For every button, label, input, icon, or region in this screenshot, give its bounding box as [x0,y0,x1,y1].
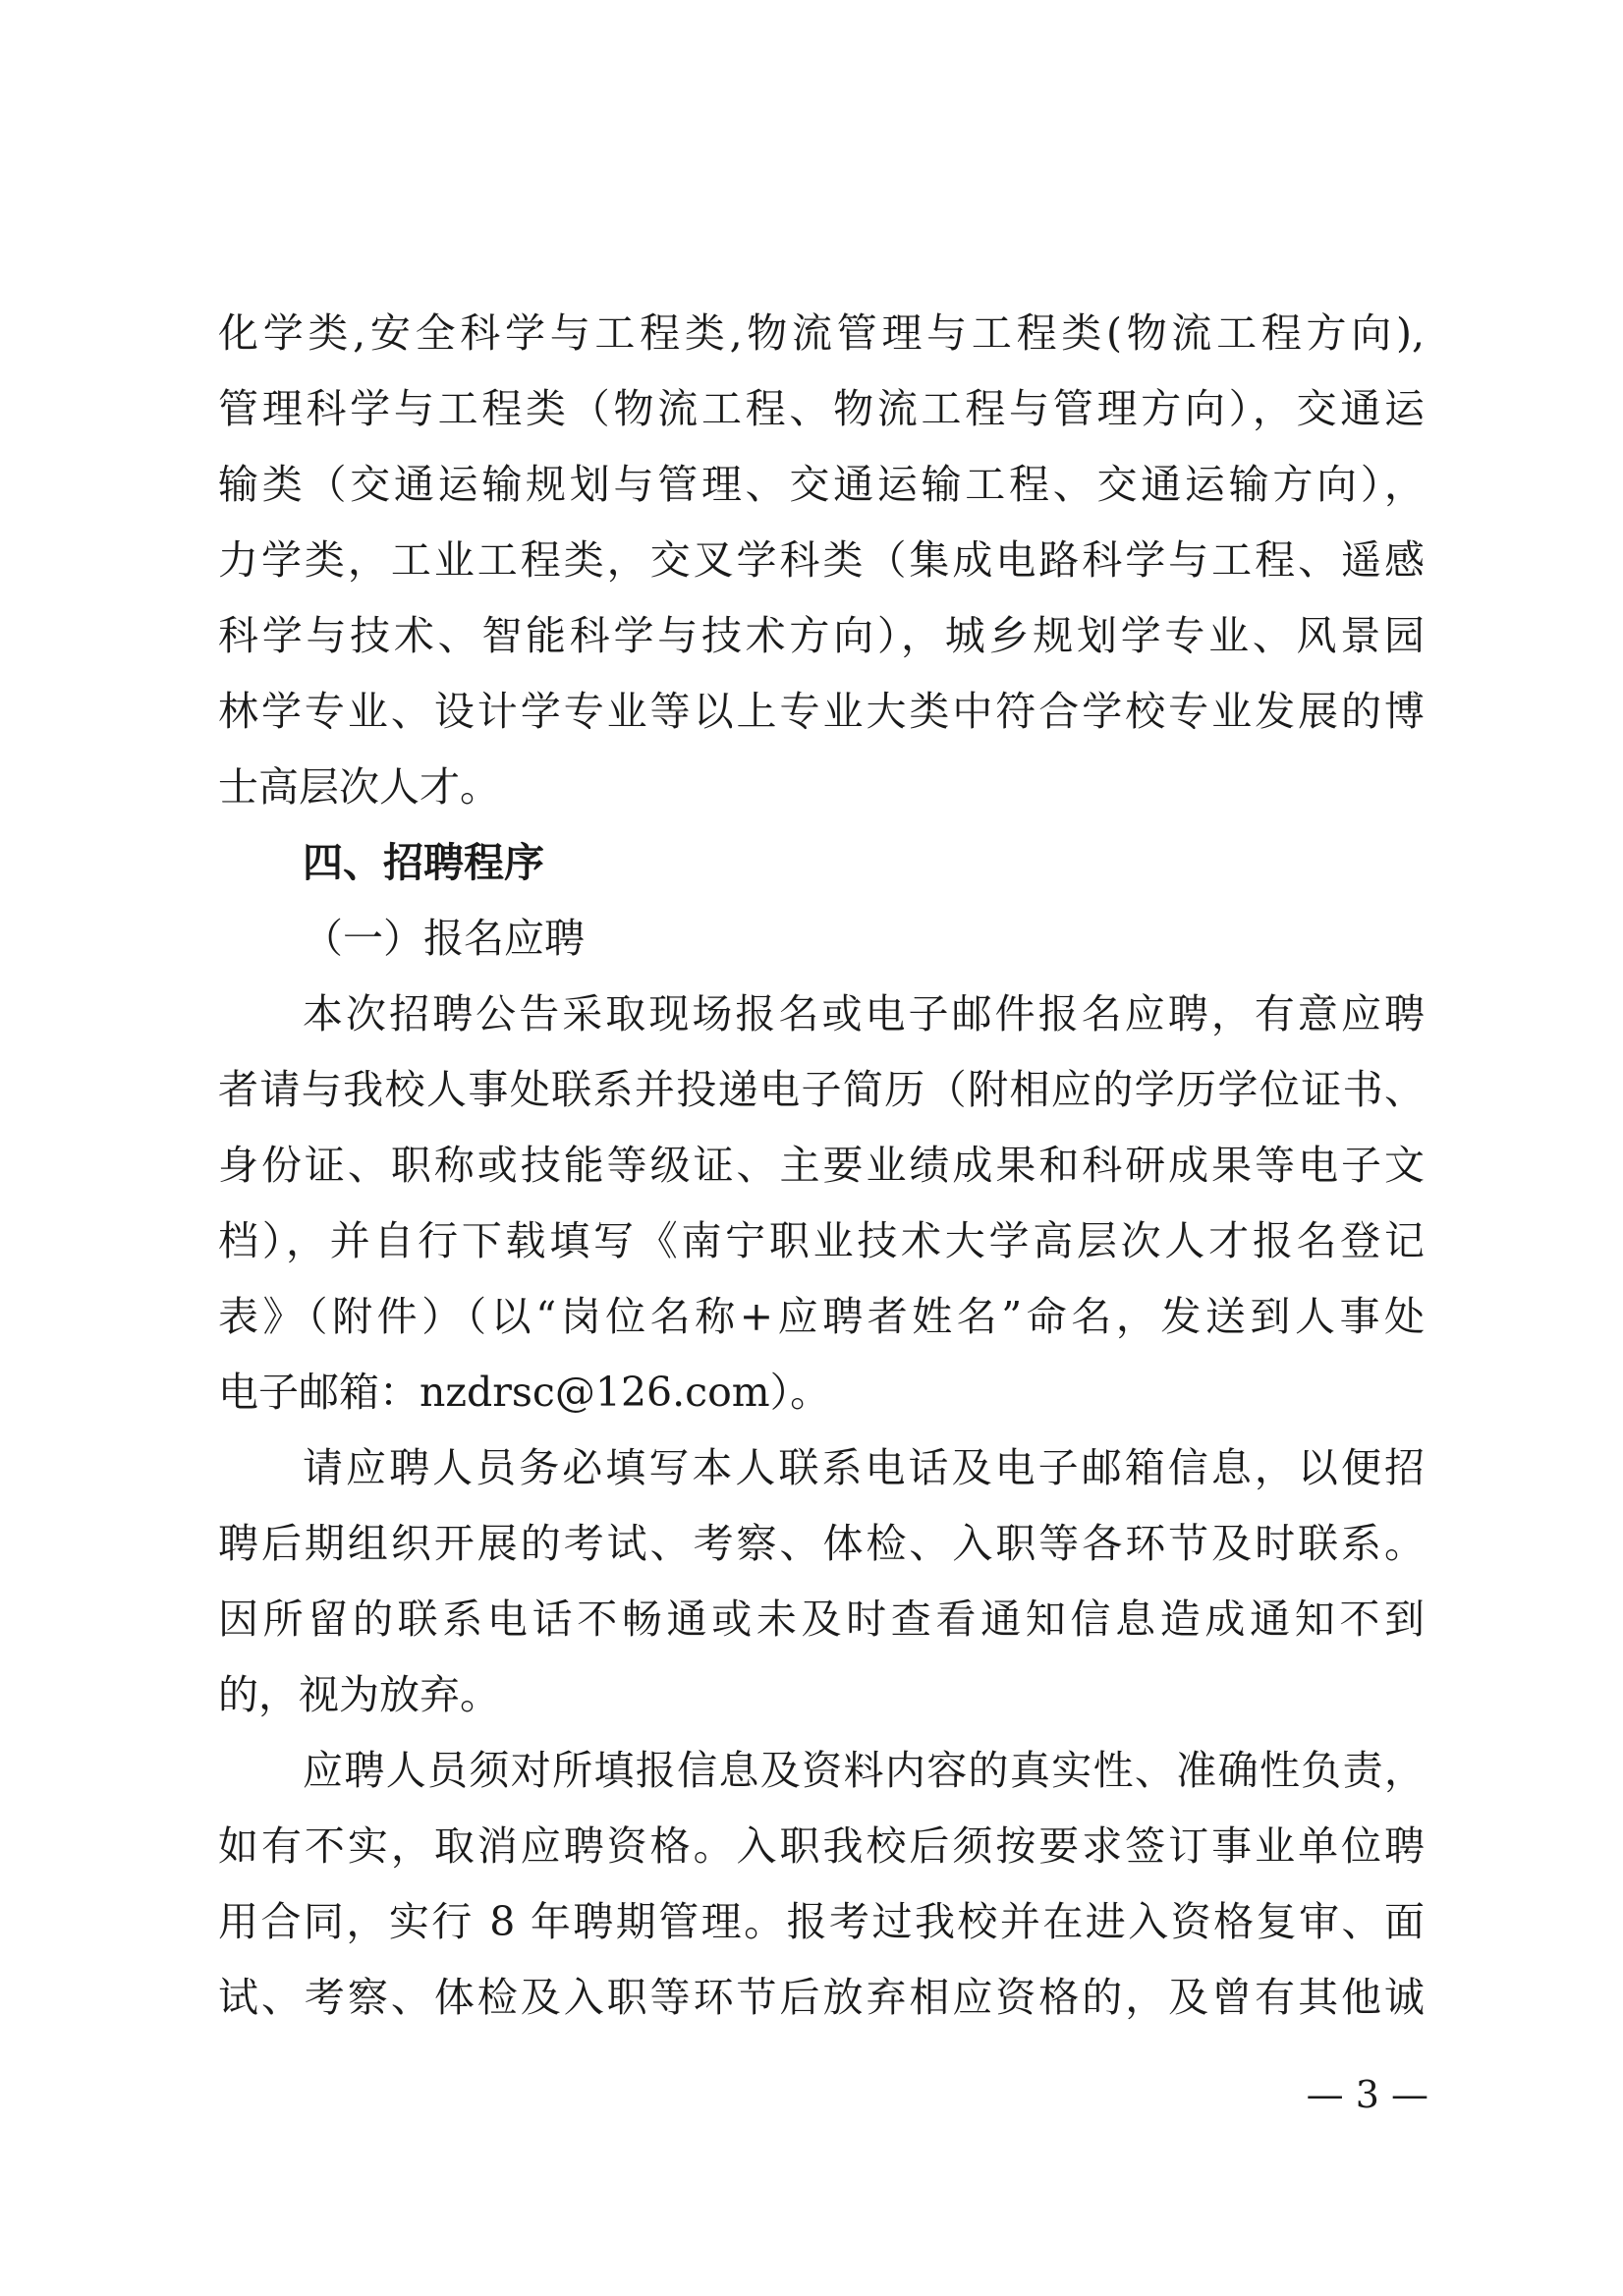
section-heading: 四、招聘程序 [303,839,544,886]
paragraph-line: 用合同，实行 8 年聘期管理。报考过我校并在进入资格复审、面 [218,1898,1425,1945]
paragraph-line: 的，视为放弃。 [218,1671,500,1718]
paragraph-line: 者请与我校人事处联系并投递电子简历（附相应的学历学位证书、 [218,1066,1425,1113]
paragraph-line: 应聘人员须对所填报信息及资料内容的真实性、准确性负责， [303,1747,1425,1794]
body-line: 林学专业、设计学专业等以上专业大类中符合学校专业发展的博 [218,688,1425,735]
paragraph-line: 表》（附件）（以“岗位名称+应聘者姓名”命名，发送到人事处 [218,1293,1425,1340]
paragraph-line: 本次招聘公告采取现场报名或电子邮件报名应聘，有意应聘 [303,990,1425,1037]
body-line: 士高层次人才。 [218,763,500,811]
body-line: 输类（交通运输规划与管理、交通运输工程、交通运输方向）， [218,461,1425,508]
body-line: 管理科学与工程类（物流工程、物流工程与管理方向），交通运 [218,385,1425,432]
body-line: 科学与技术、智能科学与技术方向），城乡规划学专业、风景园 [218,612,1425,659]
page-number: — 3 — [1306,2073,1428,2116]
paragraph-line: 电子邮箱：nzdrsc@126.com）。 [218,1369,831,1416]
body-line: 化学类,安全科学与工程类,物流管理与工程类(物流工程方向), [218,309,1425,357]
paragraph-line: 请应聘人员务必填写本人联系电话及电子邮箱信息，以便招 [303,1444,1425,1491]
paragraph-line: 档），并自行下载填写《南宁职业技术大学高层次人才报名登记 [218,1217,1425,1264]
subsection-heading: （一）报名应聘 [303,915,585,962]
paragraph-line: 如有不实，取消应聘资格。入职我校后须按要求签订事业单位聘 [218,1822,1425,1870]
paragraph-line: 聘后期组织开展的考试、考察、体检、入职等各环节及时联系。 [218,1520,1425,1567]
paragraph-line: 身份证、职称或技能等级证、主要业绩成果和科研成果等电子文 [218,1142,1425,1189]
paragraph-line: 因所留的联系电话不畅通或未及时查看通知信息造成通知不到 [218,1596,1425,1643]
paragraph-line: 试、考察、体检及入职等环节后放弃相应资格的，及曾有其他诚 [218,1974,1425,2021]
body-line: 力学类，工业工程类，交叉学科类（集成电路科学与工程、遥感 [218,536,1425,584]
